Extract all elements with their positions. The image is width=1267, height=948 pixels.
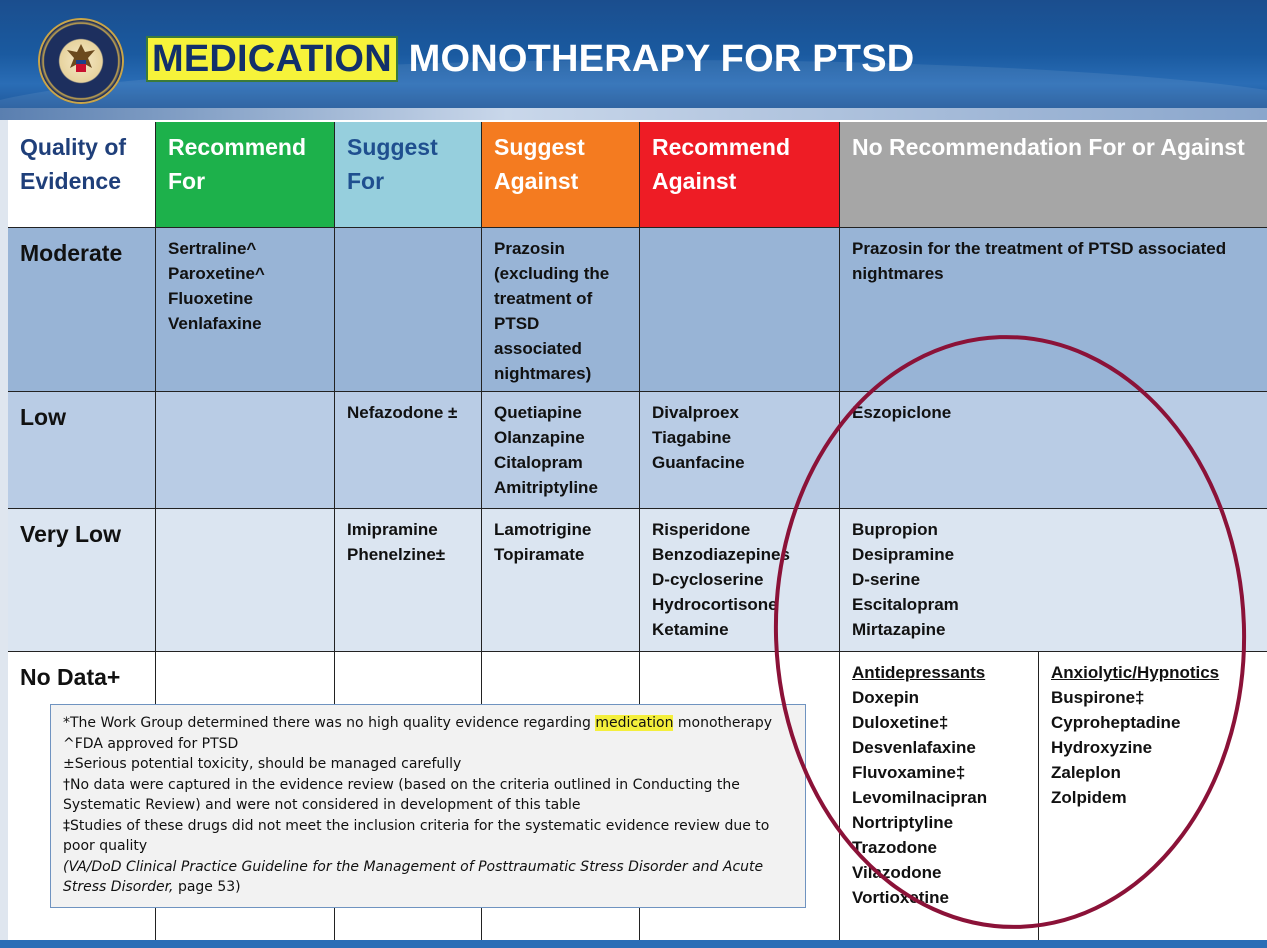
row-level-low: Low	[8, 392, 156, 509]
footnote-3: ±Serious potential toxicity, should be managed carefully	[63, 756, 462, 772]
drug-item: Vilazodone	[852, 863, 942, 882]
drug-item: Topiramate	[494, 545, 585, 564]
drug-item: Sertraline^	[168, 239, 257, 258]
drug-item: Desipramine	[852, 545, 955, 564]
left-edge	[0, 120, 8, 948]
drug-item: Paroxetine^	[168, 264, 265, 283]
drug-item: Prazosin	[494, 239, 565, 258]
footnote-4: †No data were captured in the evidence review (based on the criteria outlined in Conducting the Systematic Review) and were not considered in development of this table	[63, 776, 740, 813]
citation	[63, 857, 793, 898]
drug-item: Trazodone	[852, 838, 938, 857]
drug-item: Duloxetine‡	[852, 713, 949, 732]
drug-item: nightmares)	[494, 364, 592, 383]
low-suggest-against	[482, 392, 640, 509]
highlighted-word: medication	[595, 715, 674, 731]
drug-item: Ketamine	[652, 620, 729, 639]
drug-item: Citalopram	[494, 453, 583, 472]
drug-item: Tiagabine	[652, 428, 732, 447]
very-low-recommend-for	[156, 509, 335, 652]
drug-item: Eszopiclone	[852, 403, 952, 422]
row-level-very-low: Very Low	[8, 509, 156, 652]
header-quality-of-evidence: Quality of Evidence	[8, 122, 156, 228]
header-recommend-against: Recommend Against	[640, 122, 840, 228]
moderate-recommend-for	[156, 228, 335, 392]
page-title	[146, 38, 914, 81]
header-suggest-against: Suggest Against	[482, 122, 640, 228]
annotation-ellipse	[773, 334, 1247, 930]
drug-item: Desvenlafaxine	[852, 738, 976, 757]
title-rest: MONOTHERAPY FOR PTSD	[408, 38, 915, 80]
footnotes-box	[50, 704, 806, 908]
footnote-5: ‡Studies of these drugs did not meet the inclusion criteria for the systematic evidence review due to poor quality	[63, 817, 770, 854]
anxiolytics-heading: Anxiolytic/Hypnotics	[1051, 663, 1220, 682]
drug-item: Buspirone‡	[1051, 688, 1145, 707]
drug-item: D-serine	[852, 570, 921, 589]
moderate-suggest-against	[482, 228, 640, 392]
drug-item: Bupropion	[852, 520, 938, 539]
drug-item: Doxepin	[852, 688, 920, 707]
very-low-suggest-against	[482, 509, 640, 652]
drug-item: Escitalopram	[852, 595, 959, 614]
row-level-no-data: No Data+	[8, 652, 156, 942]
header-suggest-for: Suggest For	[335, 122, 482, 228]
drug-item: treatment of	[494, 289, 593, 308]
footnote-1-text: *The Work Group determined there was no high quality evidence regarding	[63, 715, 596, 731]
drug-item: Zolpidem	[1051, 788, 1127, 807]
drug-item: Fluvoxamine‡	[852, 763, 966, 782]
drug-item: Hydroxyzine	[1051, 738, 1153, 757]
drug-item: PTSD	[494, 314, 540, 333]
title-highlight: MEDICATION	[146, 36, 398, 82]
drug-item: Nortriptyline	[852, 813, 954, 832]
header-recommend-for: Recommend For	[156, 122, 335, 228]
drug-item: Mirtazapine	[852, 620, 946, 639]
drug-item: associated	[494, 339, 582, 358]
antidepressants-heading: Antidepressants	[852, 663, 986, 682]
drug-item: Fluoxetine	[168, 289, 254, 308]
drug-item: Venlafaxine	[168, 314, 262, 333]
footer-bar	[0, 940, 1267, 948]
drug-item: Olanzapine	[494, 428, 585, 447]
footnote-1-end: monotherapy	[673, 715, 773, 731]
very-low-suggest-for	[335, 509, 482, 652]
drug-item: Risperidone	[652, 520, 751, 539]
citation-title: (VA/DoD Clinical Practice Guideline for the Management of Posttraumatic Stress Disorder and Acute Stress Disorder,	[63, 858, 764, 895]
drug-item: Vortioxetine	[852, 888, 949, 907]
drug-item: Imipramine	[347, 520, 438, 539]
drug-item: Prazosin for the treatment of PTSD associated nightmares	[852, 239, 1227, 283]
footnote-1	[63, 713, 793, 734]
va-seal-icon	[38, 18, 124, 104]
drug-item: (excluding the	[494, 264, 610, 283]
drug-item: Cyproheptadine	[1051, 713, 1181, 732]
drug-item: Lamotrigine	[494, 520, 592, 539]
header-banner	[0, 0, 1267, 120]
drug-item: Hydrocortisone	[652, 595, 778, 614]
low-recommend-for	[156, 392, 335, 509]
eagle-icon	[62, 40, 100, 80]
drug-item: Zaleplon	[1051, 763, 1121, 782]
drug-item: Levomilnacipran	[852, 788, 988, 807]
row-level-moderate: Moderate	[8, 228, 156, 392]
drug-item: Phenelzine±	[347, 545, 446, 564]
drug-item: Amitriptyline	[494, 478, 598, 497]
header-no-recommendation: No Recommendation For or Against	[840, 122, 1267, 228]
moderate-suggest-for	[335, 228, 482, 392]
low-suggest-for	[335, 392, 482, 509]
drug-item: Nefazodone ±	[347, 403, 458, 422]
drug-item: Guanfacine	[652, 453, 745, 472]
drug-item: Quetiapine	[494, 403, 582, 422]
circle-annotation	[773, 334, 1247, 930]
banner-stripe	[0, 108, 1267, 120]
drug-item: Benzodiazepines	[652, 545, 790, 564]
drug-item: Divalproex	[652, 403, 739, 422]
drug-item: D-cycloserine	[652, 570, 764, 589]
citation-page: page 53)	[173, 879, 241, 895]
footnote-2: ^FDA approved for PTSD	[63, 735, 239, 752]
